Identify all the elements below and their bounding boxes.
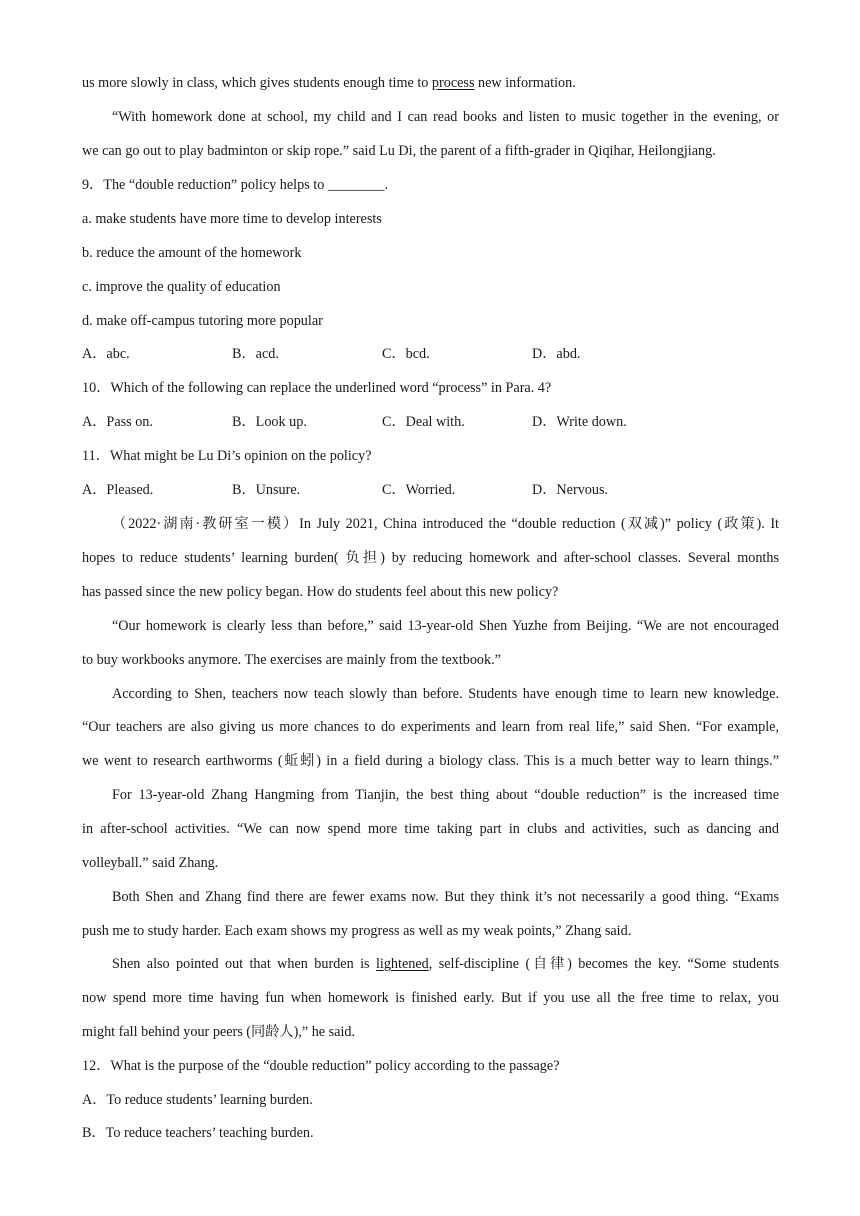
q9-statement-b: b. reduce the amount of the homework	[82, 245, 302, 261]
passage-line: we can go out to play badminton or skip rope.” said Lu Di, the parent of a fifth-grader in Qiqihar, Heilongjiang.	[82, 143, 716, 159]
passage-line: now spend more time having fun when homework is finished early. But if you use all the free time to relax, you	[82, 990, 779, 1006]
passage-line	[82, 955, 779, 973]
q9-option-a[interactable]: A．abc.	[82, 346, 130, 362]
q12-option-a[interactable]: A．To reduce students’ learning burden.	[82, 1092, 313, 1108]
passage-line: For 13-year-old Zhang Hangming from Tianjin, the best thing about “double reduction” is the increased time	[112, 787, 779, 803]
q11-option-a[interactable]: A．Pleased.	[82, 482, 154, 498]
text-span: us more slowly in class, which gives students enough time to	[82, 75, 432, 91]
q9-option-b[interactable]: B．acd.	[232, 346, 279, 362]
underlined-word-lightened: lightened	[375, 956, 429, 972]
q9-statement-c: c. improve the quality of education	[82, 279, 281, 295]
text-span: , self-discipline (自律) becomes the key. “Some students	[428, 956, 779, 972]
passage-line: push me to study harder. Each exam shows my progress as well as my weak points,” Zhang said.	[82, 923, 632, 939]
passage-line: to buy workbooks anymore. The exercises are mainly from the textbook.”	[82, 652, 501, 668]
passage-line: volleyball.” said Zhang.	[82, 855, 219, 871]
question-11: 11．What might be Lu Di’s opinion on the policy?	[82, 448, 372, 464]
passage-line: “Our homework is clearly less than before,” said 13-year-old Shen Yuzhe from Beijing. “We are not encouraged	[112, 618, 779, 634]
q11-option-d[interactable]: D．Nervous.	[532, 482, 609, 498]
q9-option-c[interactable]: C．bcd.	[382, 346, 430, 362]
passage-line: might fall behind your peers (同龄人),” he said.	[82, 1024, 356, 1040]
passage-line	[82, 74, 779, 92]
q10-option-c[interactable]: C．Deal with.	[382, 414, 465, 430]
passage-line: “With homework done at school, my child and I can read books and listen to music together in the evening, or	[112, 109, 779, 125]
question-10: 10．Which of the following can replace the underlined word “process” in Para. 4?	[82, 380, 552, 396]
q11-option-b[interactable]: B．Unsure.	[232, 482, 301, 498]
q9-option-d[interactable]: D．abd.	[532, 346, 581, 362]
passage-line: hopes to reduce students’ learning burden( 负担) by reducing homework and after-school classes. Several months	[82, 550, 779, 566]
q10-option-a[interactable]: A．Pass on.	[82, 414, 153, 430]
question-12: 12．What is the purpose of the “double reduction” policy according to the passage?	[82, 1058, 560, 1074]
underlined-word-process: process	[431, 75, 475, 91]
passage-line: Both Shen and Zhang find there are fewer exams now. But they think it’s not necessarily a good thing. “Exams	[112, 889, 779, 905]
question-9: 9．The “double reduction” policy helps to ________.	[82, 177, 389, 193]
passage-line: According to Shen, teachers now teach slowly than before. Students have enough time to learn new knowledge.	[112, 686, 779, 702]
q10-option-d[interactable]: D．Write down.	[532, 414, 627, 430]
passage-line: has passed since the new policy began. How do students feel about this new policy?	[82, 584, 559, 600]
passage-line: we went to research earthworms (蚯蚓) in a field during a biology class. This is a much better way to learn things.”	[82, 753, 779, 769]
q9-statement-d: d. make off-campus tutoring more popular	[82, 313, 323, 329]
q12-option-b[interactable]: B．To reduce teachers’ teaching burden.	[82, 1125, 314, 1141]
passage-line: “Our teachers are also giving us more chances to do experiments and learn from real life,” said Shen. “For example,	[82, 719, 779, 735]
q11-option-c[interactable]: C．Worried.	[382, 482, 456, 498]
passage-line: in after-school activities. “We can now spend more time taking part in clubs and activities, such as dancing and	[82, 821, 779, 837]
text-span: new information.	[474, 75, 576, 91]
passage-line: （2022·湖南·教研室一模）In July 2021, China introduced the “double reduction (双减)” policy (政策). It	[112, 516, 779, 532]
q10-option-b[interactable]: B．Look up.	[232, 414, 307, 430]
q9-statement-a: a. make students have more time to develop interests	[82, 211, 382, 227]
text-span: Shen also pointed out that when burden is	[112, 956, 376, 972]
